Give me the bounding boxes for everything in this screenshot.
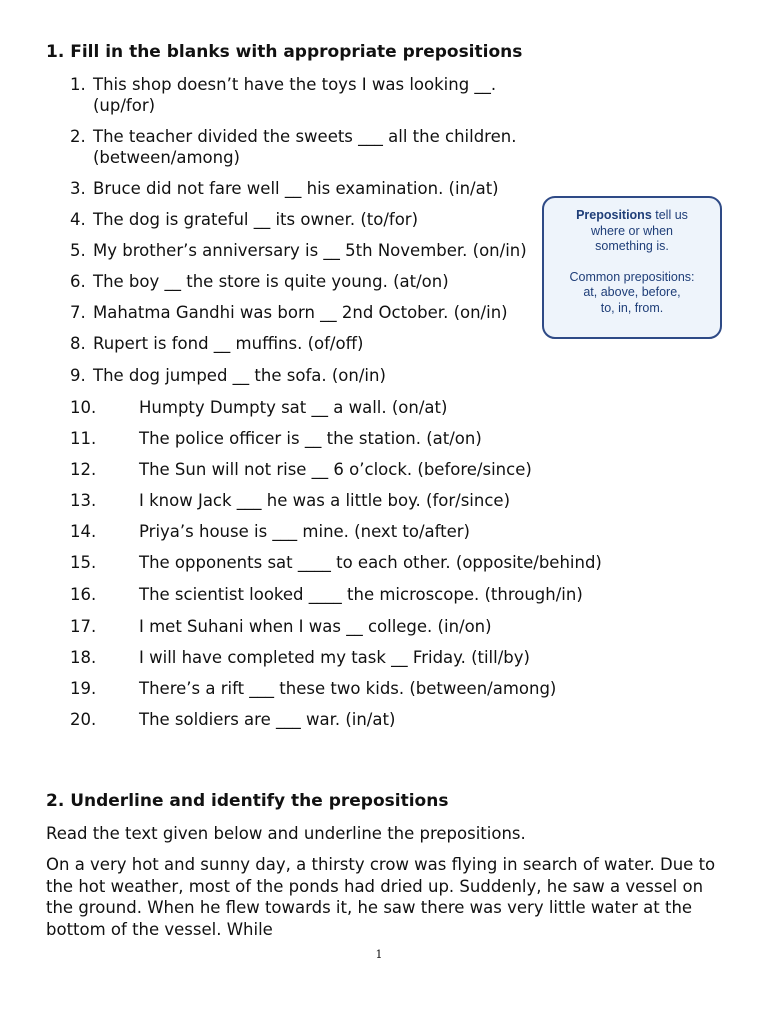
- list-item: [70, 459, 540, 480]
- item-number: 8.: [70, 334, 86, 353]
- item-text: Bruce did not fare well __ his examination. (in/at): [93, 179, 499, 198]
- list-item: [70, 302, 540, 323]
- info-box-keyword: Prepositions: [576, 208, 652, 222]
- list-item: [70, 709, 540, 730]
- item-text: The police officer is __ the station. (at/on): [139, 429, 482, 448]
- item-text: I met Suhani when I was __ college. (in/on): [139, 617, 492, 636]
- list-item: [70, 397, 540, 418]
- item-text: This shop doesn’t have the toys I was looking __. (up/for): [93, 75, 497, 115]
- list-item: [70, 271, 540, 292]
- info-box-line: [544, 208, 720, 224]
- info-box-line: Common prepositions:: [569, 269, 695, 284]
- info-box-line: where or when: [591, 223, 673, 238]
- list-item: [70, 490, 540, 511]
- info-box-line: at, above, before,: [583, 285, 681, 299]
- item-number: 6.: [70, 272, 86, 291]
- list-item: [70, 552, 602, 573]
- item-text: The soldiers are ___ war. (in/at): [139, 710, 396, 729]
- item-text: The Sun will not rise __ 6 o’clock. (before/since): [139, 460, 532, 479]
- item-number: 10.: [70, 398, 97, 417]
- item-number: 14.: [70, 522, 97, 541]
- item-number: 1.: [70, 75, 86, 94]
- item-number: 16.: [70, 585, 97, 604]
- list-item: [70, 240, 540, 261]
- item-text: The dog is grateful __ its owner. (to/for): [93, 210, 419, 229]
- item-text: Mahatma Gandhi was born __ 2nd October. (on/in): [93, 303, 508, 322]
- item-number: 2.: [70, 127, 86, 146]
- list-item: [70, 584, 583, 605]
- item-number: 18.: [70, 648, 97, 667]
- item-text: I will have completed my task __ Friday. (till/by): [139, 648, 530, 667]
- list-item: [70, 365, 540, 386]
- item-text: I know Jack ___ he was a little boy. (for/since): [139, 491, 511, 510]
- list-item: [70, 178, 540, 199]
- info-box-line: something is.: [595, 239, 669, 253]
- item-number: 15.: [70, 553, 97, 572]
- section-2-heading: 2. Underline and identify the prepositions: [46, 791, 449, 811]
- item-number: 4.: [70, 210, 86, 229]
- item-number: 20.: [70, 710, 97, 729]
- list-item: [70, 209, 540, 230]
- item-text: The opponents sat ____ to each other. (opposite/behind): [139, 553, 602, 572]
- section-1-heading: 1. Fill in the blanks with appropriate prepositions: [46, 42, 523, 62]
- info-box-spacer: [544, 255, 720, 270]
- list-item: [70, 521, 540, 542]
- list-item: [70, 428, 540, 449]
- info-box-line: to, in, from.: [600, 300, 664, 315]
- item-number: 13.: [70, 491, 97, 510]
- item-text: There’s a rift ___ these two kids. (between/among): [139, 679, 557, 698]
- item-text: The boy __ the store is quite young. (at/on): [93, 272, 449, 291]
- item-text: The dog jumped __ the sofa. (on/in): [93, 366, 386, 385]
- list-item: [70, 647, 540, 668]
- list-item: [70, 333, 540, 354]
- item-number: 12.: [70, 460, 97, 479]
- prepositions-info-box: [542, 196, 722, 339]
- item-number: 7.: [70, 303, 86, 322]
- item-text: Priya’s house is ___ mine. (next to/after): [139, 522, 470, 541]
- item-text: Rupert is fond __ muffins. (of/off): [93, 334, 364, 353]
- item-text: My brother’s anniversary is __ 5th November. (on/in): [93, 241, 527, 260]
- list-item: [70, 616, 540, 637]
- item-text: Humpty Dumpty sat __ a wall. (on/at): [139, 398, 448, 417]
- item-text: The teacher divided the sweets ___ all the children. (between/among): [93, 127, 517, 167]
- item-number: 9.: [70, 366, 86, 385]
- section-2-passage: On a very hot and sunny day, a thirsty crow was flying in search of water. Due to the hot weather, most of the ponds had dried up. Suddenly, he saw a vessel on the ground. When he flew towards it, he saw there was very little water at the bottom of the vessel. While: [46, 855, 716, 939]
- item-number: 3.: [70, 179, 86, 198]
- fill-in-blanks-list: [70, 74, 602, 730]
- list-item: [70, 126, 540, 168]
- page-number: 1: [375, 948, 383, 961]
- item-number: 5.: [70, 241, 86, 260]
- item-number: 17.: [70, 617, 97, 636]
- item-text: The scientist looked ____ the microscope. (through/in): [139, 585, 583, 604]
- item-number: 19.: [70, 679, 97, 698]
- list-item: [70, 678, 557, 699]
- info-box-text: tell us: [651, 208, 688, 222]
- list-item: [70, 74, 540, 116]
- item-number: 11.: [70, 429, 97, 448]
- section-2-instruction: Read the text given below and underline the prepositions.: [46, 824, 526, 843]
